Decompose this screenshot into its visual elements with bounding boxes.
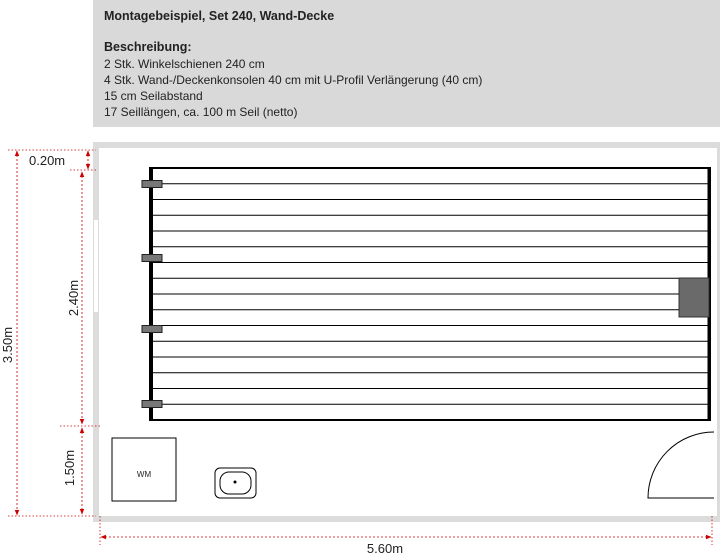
dim-bottom-gap-label: 1.50m [62, 449, 77, 487]
bracket [142, 255, 162, 262]
bracket [142, 326, 162, 333]
description-line-rope: 17 Seillängen, ca. 100 m Seil (netto) [104, 105, 298, 119]
description-heading: Beschreibung: [104, 40, 192, 54]
room-outline [96, 145, 720, 519]
dim-total-height-label: 3.50m [0, 326, 15, 364]
dim-rail-length-label: 2.40m [66, 279, 81, 317]
sink-drain [234, 481, 237, 484]
dim-top-gap-label: 0.20m [29, 153, 66, 168]
room-walls [96, 145, 720, 519]
dim-width-label: 5.60m [366, 541, 404, 554]
washing-machine-label: WM [136, 470, 152, 479]
page-title: Montagebeispiel, Set 240, Wand-Decke [104, 9, 335, 23]
description-line-spacing: 15 cm Seilabstand [104, 89, 203, 103]
ceiling-console-box [679, 278, 709, 317]
bracket [142, 181, 162, 188]
description-line-rails: 2 Stk. Winkelschienen 240 cm [104, 57, 265, 71]
description-line-brackets: 4 Stk. Wand-/Deckenkonsolen 40 cm mit U-Profil Verlängerung (40 cm) [104, 73, 483, 87]
bracket [142, 401, 162, 408]
